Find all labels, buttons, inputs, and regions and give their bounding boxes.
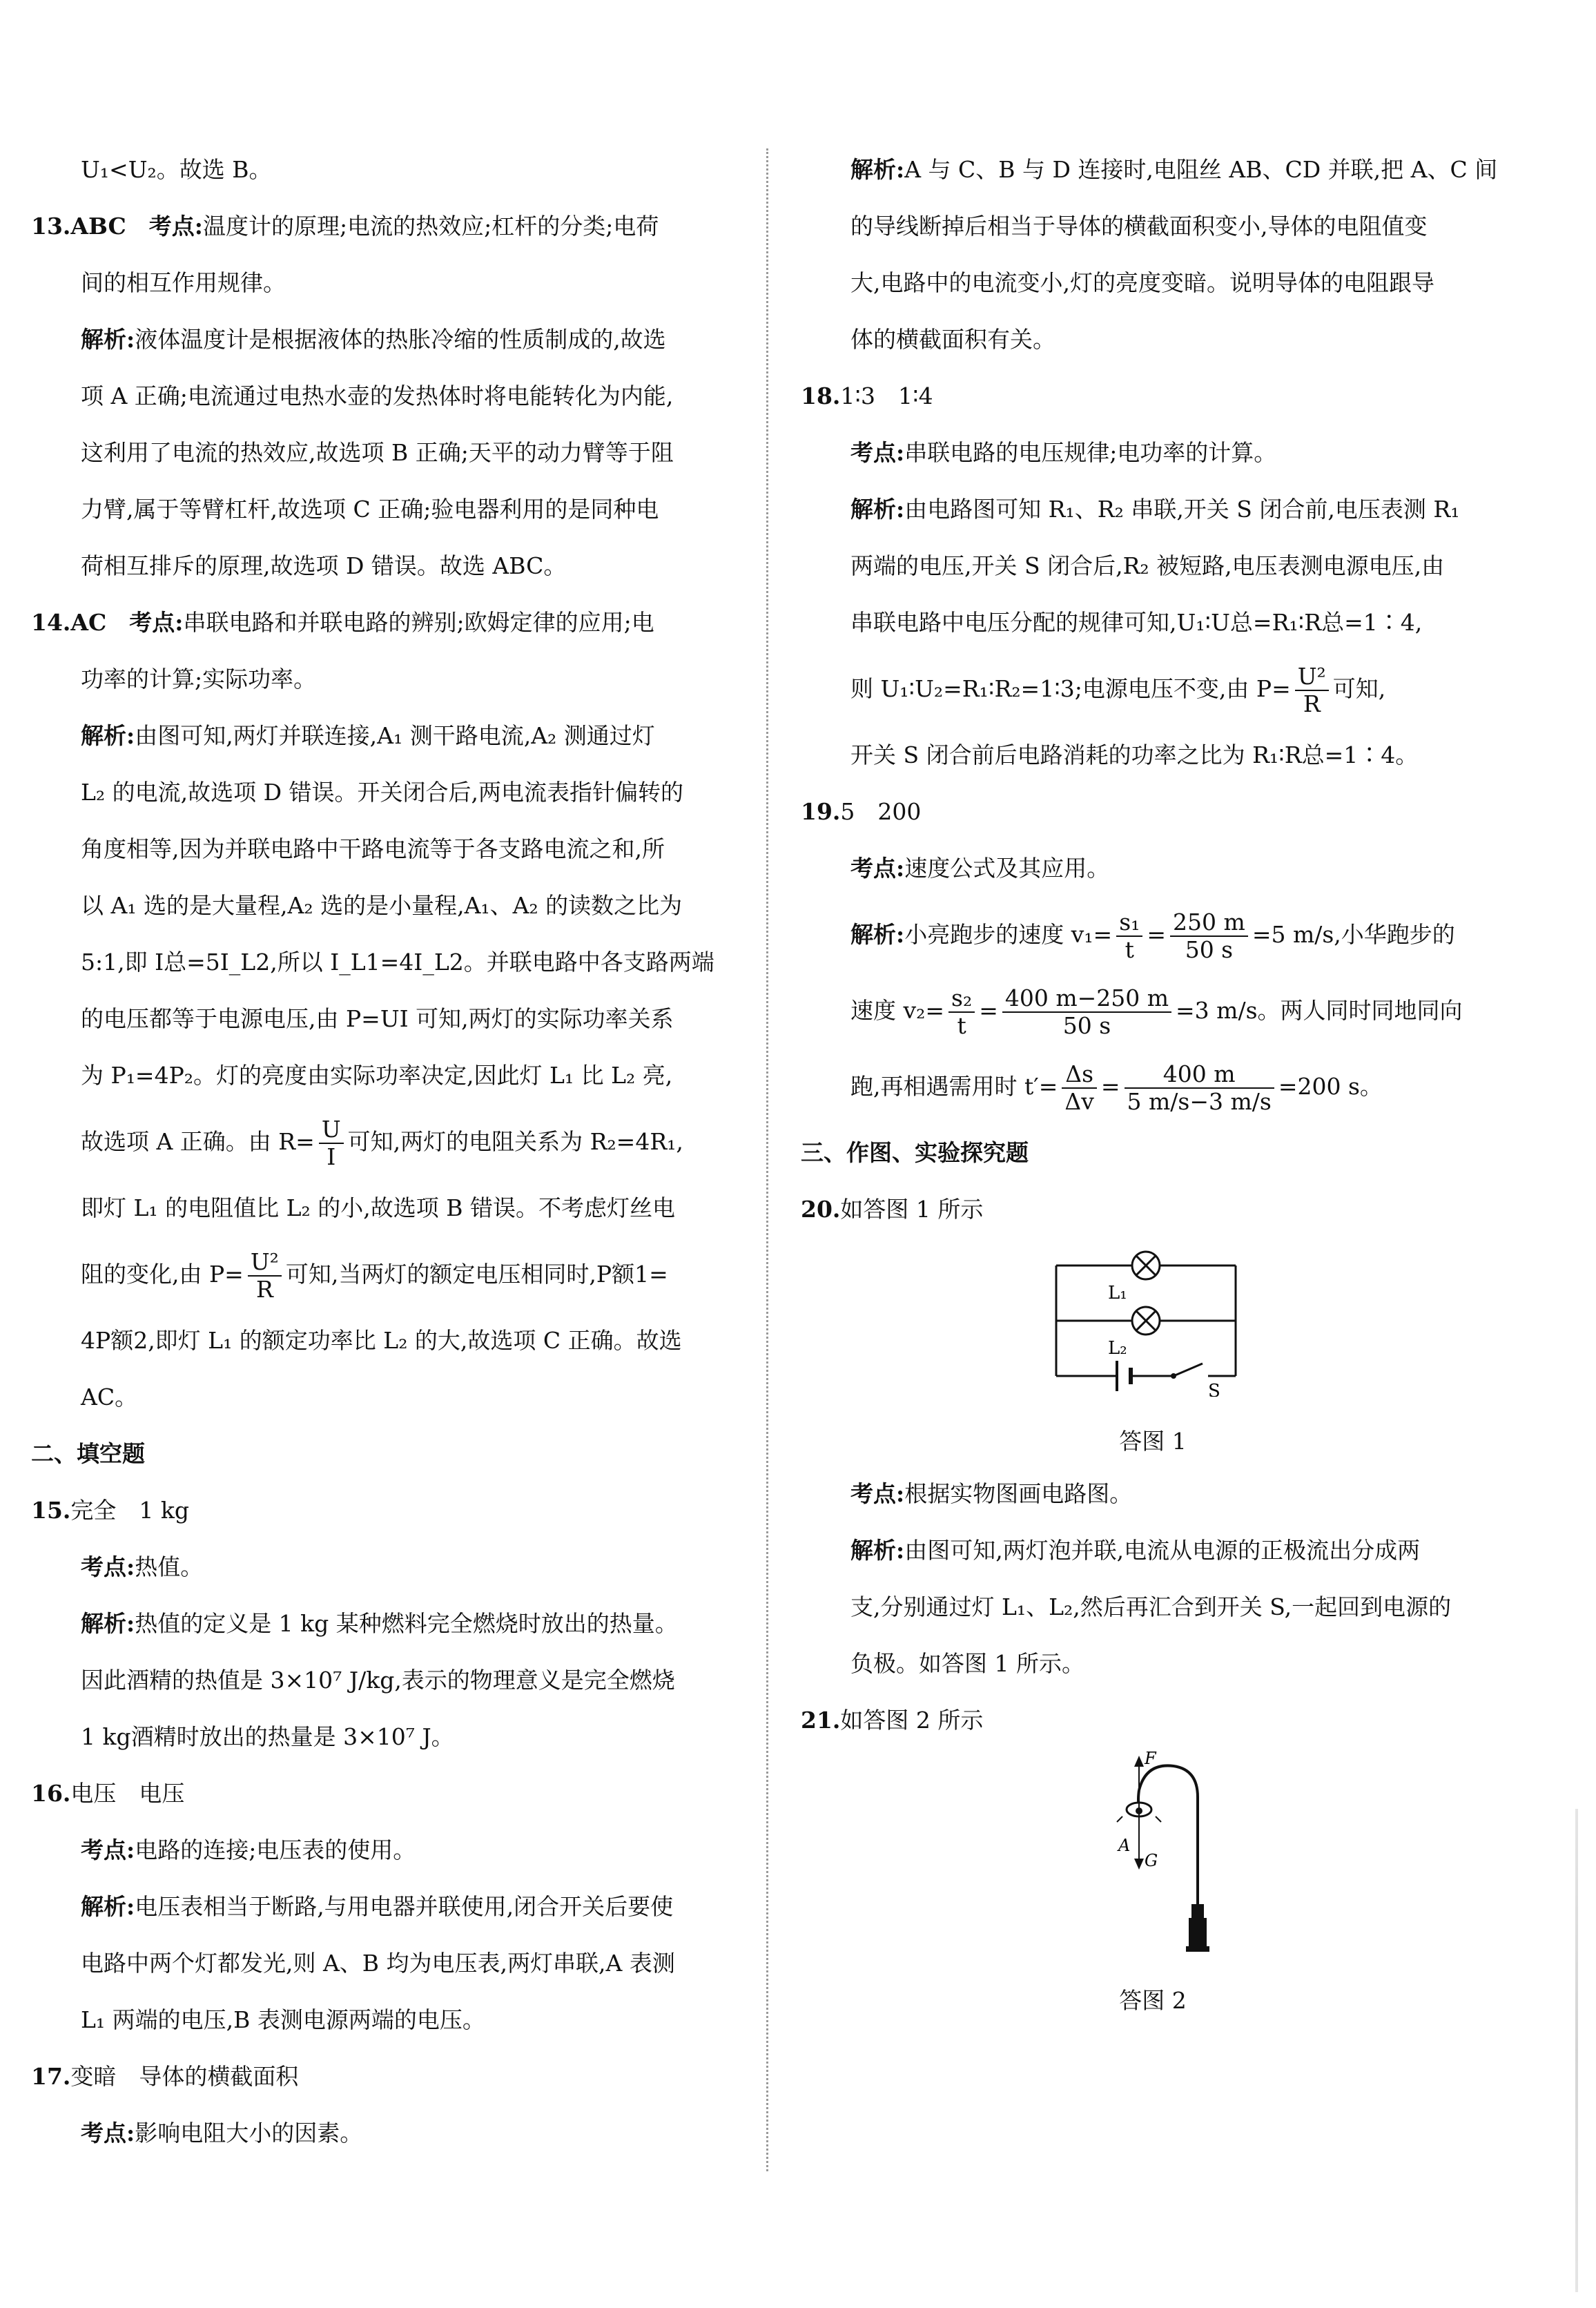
kaodian-line: [31, 1539, 749, 1596]
figure-caption: 答图 2: [1119, 1987, 1187, 2014]
text-line: 串联电路和并联电路的辨别;欧姆定律的应用;电: [183, 609, 654, 636]
fraction: [319, 1116, 344, 1170]
fraction: [1116, 909, 1142, 963]
numerator: s₁: [1116, 909, 1142, 937]
answer: 变暗 导体的横截面积: [70, 2063, 299, 2090]
question-21: [801, 1692, 1505, 1749]
question-16: [31, 1765, 749, 1822]
answer: 如答图 1 所示: [840, 1196, 984, 1223]
text-span: =5 m/s,小华跑步的: [1252, 921, 1455, 948]
switch-pivot: [1171, 1373, 1176, 1379]
formula-line: [31, 1237, 749, 1312]
text-span: =: [1100, 1073, 1120, 1100]
kaodian-line: [801, 425, 1505, 481]
kaodian-label: 考点:: [148, 213, 203, 240]
fraction: [248, 1249, 282, 1303]
column-divider: [766, 148, 768, 2171]
answer: 5 200: [840, 798, 922, 825]
denominator: R: [1303, 690, 1321, 717]
text-line: 项 A 正确;电流通过电热水壶的发热体时将电能转化为内能,: [81, 382, 674, 409]
switch-label: S: [1208, 1381, 1220, 1397]
question-number: 16.: [31, 1780, 71, 1807]
text-line: 的导线断掉后相当于导体的横截面积变小,导体的电阻值变: [850, 213, 1428, 240]
formula-line: [31, 1104, 749, 1180]
formula-line: [801, 973, 1505, 1049]
answer: 电压 电压: [70, 1780, 185, 1807]
fraction: [1062, 1061, 1096, 1115]
lamp-l1-label: L₁: [1108, 1283, 1127, 1303]
denominator: 50 s: [1062, 1012, 1111, 1039]
force-f-label: F: [1145, 1749, 1156, 1768]
figure-caption: 答图 1: [1119, 1428, 1187, 1455]
jiexi-label: 解析:: [81, 1610, 135, 1637]
question-20: [801, 1181, 1505, 1238]
circuit-diagram: [801, 1238, 1505, 1417]
text-line: 1 kg酒精时放出的热量是 3×10⁷ J。: [81, 1723, 454, 1750]
text-line: 热值。: [135, 1553, 204, 1580]
question-14: [31, 594, 749, 651]
street-lamp-diagram: [801, 1749, 1505, 1977]
text-line: 间的相互作用规律。: [81, 269, 286, 296]
fraction: [1170, 909, 1248, 963]
text-span: 可知,两灯的电阻关系为 R₂=4R₁,: [347, 1128, 683, 1155]
text-line: 串联电路中电压分配的规律可知,U₁∶U总=R₁∶R总=1∶4,: [850, 609, 1423, 636]
text-line: 根据实物图画电路图。: [904, 1480, 1133, 1507]
kaodian-line: [801, 840, 1505, 897]
kaodian-label: 考点:: [81, 2120, 135, 2146]
jiexi-label: 解析:: [81, 722, 135, 749]
numerator: U²: [248, 1249, 282, 1277]
text-line: 温度计的原理;电流的热效应;杠杆的分类;电荷: [202, 213, 659, 240]
jiexi-line: [31, 1596, 749, 1652]
text-line: U₁<U₂。故选 B。: [81, 156, 272, 183]
text-span: 速度 v₂=: [850, 997, 945, 1024]
denominator: 5 m/s−3 m/s: [1127, 1088, 1272, 1115]
text-line: 因此酒精的热值是 3×10⁷ J/kg,表示的物理意义是完全燃烧: [81, 1667, 675, 1694]
text-line: 为 P₁=4P₂。灯的亮度由实际功率决定,因此灯 L₁ 比 L₂ 亮,: [81, 1062, 673, 1089]
text-span: 故选项 A 正确。由 R=: [81, 1128, 315, 1155]
fraction: [1125, 1061, 1274, 1115]
text-line: A 与 C、B 与 D 连接时,电阻丝 AB、CD 并联,把 A、C 间: [904, 156, 1498, 183]
question-number: 17.: [31, 2063, 71, 2090]
text-line: 体的横截面积有关。: [850, 326, 1055, 353]
numerator: s₂: [948, 985, 975, 1013]
jiexi-label: 解析:: [81, 1893, 135, 1920]
page-edge-shadow: [1575, 1809, 1578, 2292]
jiexi-line: [801, 142, 1505, 198]
question-18: [801, 368, 1505, 425]
text-line: 功率的计算;实际功率。: [81, 666, 317, 692]
text-line: 4P额2,即灯 L₁ 的额定功率比 L₂ 的大,故选项 C 正确。故选: [81, 1327, 682, 1354]
kaodian-label: 考点:: [850, 1480, 905, 1507]
text-line: 即灯 L₁ 的电阻值比 L₂ 的小,故选项 B 错误。不考虑灯丝电: [81, 1194, 675, 1221]
text-line: 由图可知,两灯并联连接,A₁ 测干路电流,A₂ 测通过灯: [135, 722, 655, 749]
text-line: 的电压都等于电源电压,由 P=UI 可知,两灯的实际功率关系: [81, 1005, 674, 1032]
kaodian-label: 考点:: [850, 439, 905, 466]
question-15: [31, 1482, 749, 1539]
text-line: 角度相等,因为并联电路中干路电流等于各支路电流之和,所: [81, 835, 665, 862]
kaodian-label: 考点:: [129, 609, 184, 636]
text-line: 电路的连接;电压表的使用。: [135, 1836, 416, 1863]
text-line: 5:1,即 I总=5I_L2,所以 I_L1=4I_L2。并联电路中各支路两端: [81, 949, 714, 976]
question-number: 18.: [801, 382, 841, 409]
text-line: 支,分别通过灯 L₁、L₂,然后再汇合到开关 S,一起回到电源的: [850, 1593, 1452, 1620]
answer: 如答图 2 所示: [840, 1707, 984, 1734]
question-number: 13.ABC: [31, 213, 126, 240]
question-number: 20.: [801, 1196, 841, 1223]
jiexi-label: 解析:: [850, 156, 905, 183]
fraction: [1295, 663, 1329, 717]
denominator: R: [255, 1276, 273, 1303]
section-heading: 三、作图、实验探究题: [801, 1139, 1029, 1166]
right-column: [801, 142, 1505, 2025]
formula-line: [801, 897, 1505, 973]
text-span: 可知,当两灯的额定电压相同时,P额1=: [285, 1261, 668, 1288]
denominator: t: [1125, 936, 1134, 963]
jiexi-line: [801, 1522, 1505, 1579]
denominator: Δv: [1064, 1088, 1094, 1115]
jiexi-line: [31, 311, 749, 368]
text-span: 阻的变化,由 P=: [81, 1261, 244, 1288]
text-line: 液体温度计是根据液体的热胀冷缩的性质制成的,故选: [135, 326, 666, 353]
text-line: L₂ 的电流,故选项 D 错误。开关闭合后,两电流表指针偏转的: [81, 779, 684, 806]
text-span: =: [1147, 921, 1167, 948]
text-line: 电压表相当于断路,与用电器并联使用,闭合开关后要使: [135, 1893, 674, 1920]
question-number: 19.: [801, 798, 841, 825]
question-number: 14.AC: [31, 609, 107, 636]
force-g-arrow: [1134, 1811, 1144, 1870]
numerator: U: [319, 1116, 344, 1144]
kaodian-line: [31, 1822, 749, 1879]
text-span: 跑,再相遇需用时 t′=: [850, 1073, 1058, 1100]
lamp-l1: [1132, 1252, 1160, 1279]
question-19: [801, 784, 1505, 840]
fraction: [948, 985, 975, 1039]
answer: 完全 1 kg: [70, 1497, 190, 1524]
denominator: 50 s: [1185, 936, 1234, 963]
text-line: 热值的定义是 1 kg 某种燃料完全燃烧时放出的热量。: [135, 1610, 678, 1637]
lamp-l2: [1132, 1307, 1160, 1335]
numerator: 250 m: [1170, 909, 1248, 937]
jiexi-label: 解析:: [850, 496, 905, 523]
question-17: [31, 2048, 749, 2105]
kaodian-label: 考点:: [81, 1553, 135, 1580]
text-line: 两端的电压,开关 S 闭合后,R₂ 被短路,电压表测电源电压,由: [850, 552, 1445, 579]
jiexi-label: 解析:: [850, 921, 905, 948]
jiexi-line: [31, 1879, 749, 1935]
text-line: 荷相互排斥的原理,故选项 D 错误。故选 ABC。: [81, 552, 567, 579]
numerator: 400 m: [1125, 1061, 1274, 1089]
point-a-label: A: [1118, 1836, 1131, 1855]
jiexi-line: [801, 481, 1505, 538]
question-number: 15.: [31, 1497, 71, 1524]
jiexi-line: [31, 708, 749, 764]
text-line: 速度公式及其应用。: [904, 855, 1110, 882]
text-line: 力臂,属于等臂杠杆,故选项 C 正确;验电器利用的是同种电: [81, 496, 659, 523]
text-span: 可知,: [1332, 675, 1386, 702]
text-span: =3 m/s。两人同时同地同向: [1176, 997, 1463, 1024]
denominator: t: [957, 1012, 966, 1039]
force-g-label: G: [1145, 1851, 1158, 1870]
text-span: 则 U₁∶U₂=R₁∶R₂=1∶3;电源电压不变,由 P=: [850, 675, 1291, 702]
text-line: AC。: [81, 1384, 138, 1410]
kaodian-label: 考点:: [81, 1836, 135, 1863]
text-line: L₁ 两端的电压,B 表测电源两端的电压。: [81, 2006, 485, 2033]
numerator: 400 m−250 m: [1002, 985, 1171, 1013]
text-line: 由图可知,两灯泡并联,电流从电源的正极流出分成两: [904, 1537, 1421, 1564]
lamp-base: [1186, 1904, 1209, 1952]
kaodian-label: 考点:: [850, 855, 905, 882]
text-line: 由电路图可知 R₁、R₂ 串联,开关 S 闭合前,电压表测 R₁: [904, 496, 1460, 523]
answer: 1∶3 1∶4: [840, 382, 933, 409]
circuit-diagram-svg: [1042, 1238, 1263, 1397]
question-13: [31, 198, 749, 255]
formula-line: [801, 651, 1505, 727]
text-line: 这利用了电流的热效应,故选项 B 正确;天平的动力臂等于阻: [81, 439, 674, 466]
question-number: 21.: [801, 1707, 841, 1734]
text-span: 小亮跑步的速度 v₁=: [904, 921, 1113, 948]
text-line: 大,电路中的电流变小,灯的亮度变暗。说明导体的电阻跟导: [850, 269, 1434, 296]
lamp-l2-label: L₂: [1108, 1338, 1127, 1359]
text-span: =: [979, 997, 998, 1024]
text-line: 电路中两个灯都发光,则 A、B 均为电压表,两灯串联,A 表测: [81, 1950, 675, 1977]
fraction: [1002, 985, 1171, 1039]
text-line: 影响电阻大小的因素。: [135, 2120, 363, 2146]
numerator: Δs: [1062, 1061, 1096, 1089]
text-line: 开关 S 闭合前后电路消耗的功率之比为 R₁∶R总=1∶4。: [850, 741, 1419, 768]
denominator: I: [327, 1143, 336, 1170]
left-column: [31, 142, 749, 2162]
jiexi-label: 解析:: [81, 326, 135, 353]
text-line: 串联电路的电压规律;电功率的计算。: [904, 439, 1277, 466]
section-heading: 二、填空题: [31, 1440, 145, 1467]
street-lamp-svg: [1070, 1749, 1236, 1956]
kaodian-line: [31, 2105, 749, 2162]
text-line: 以 A₁ 选的是大量程,A₂ 选的是小量程,A₁、A₂ 的读数之比为: [81, 892, 683, 919]
kaodian-line: [801, 1466, 1505, 1522]
numerator: U²: [1295, 663, 1329, 691]
text-span: =200 s。: [1278, 1073, 1383, 1100]
text-line: 负极。如答图 1 所示。: [850, 1650, 1084, 1677]
formula-line: [801, 1049, 1505, 1125]
jiexi-label: 解析:: [850, 1537, 905, 1564]
